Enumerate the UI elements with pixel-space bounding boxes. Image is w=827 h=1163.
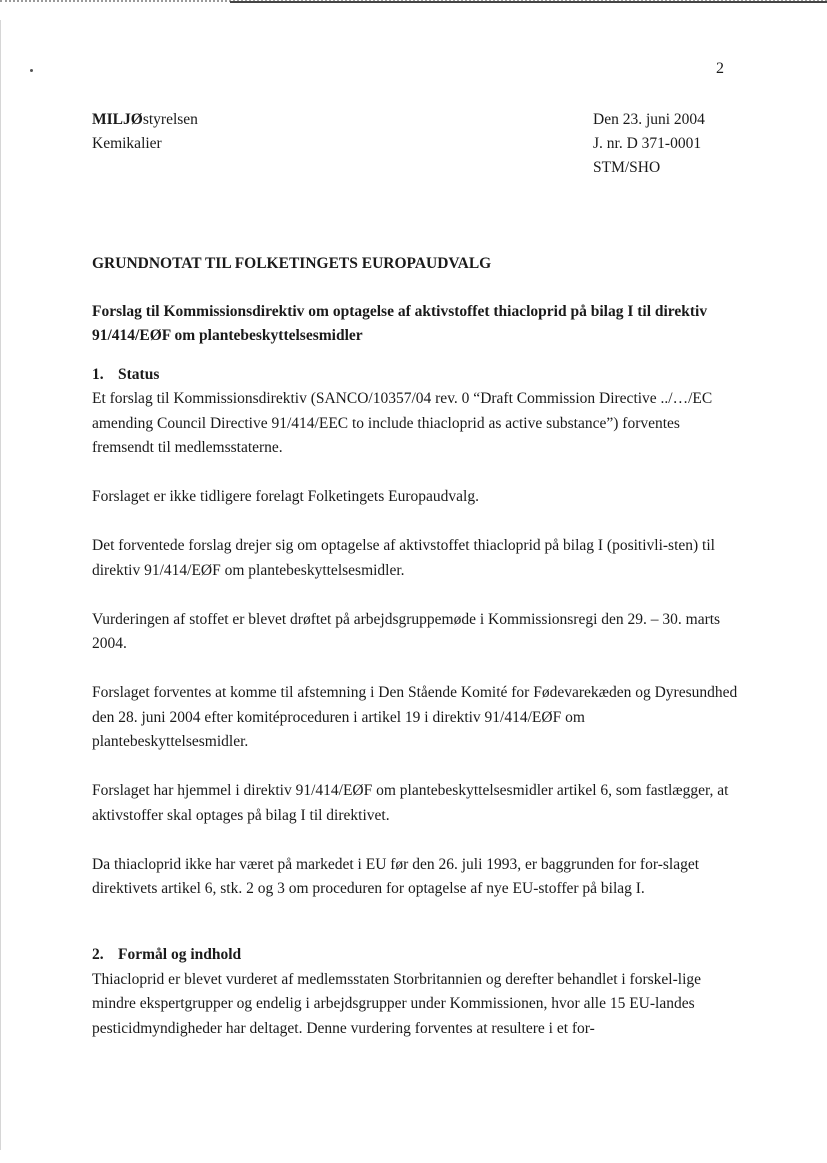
paragraph: Et forslag til Kommissionsdirektiv (SANCO/10357/04 rev. 0 “Draft Commission Directive ../…/EC amending Council Directive 91/414/EEC to include thiacloprid as active substance”) forventes fremsendt til medlemsstaterne. xyxy=(92,390,713,456)
agency-name-rest: styrelsen xyxy=(142,111,198,128)
meta-block xyxy=(593,108,705,180)
date: Den 23. juni 2004 xyxy=(593,111,705,128)
section-heading-2 xyxy=(92,943,742,968)
department: Kemikalier xyxy=(92,135,162,152)
paragraph: Forslaget forventes at komme til afstemning i Den Stående Komité for Fødevarekæden og Dyresundhed den 28. juni 2004 efter komitéproceduren i artikel 19 i direktiv 91/414/EØF om plantebeskyttelsesmidler. xyxy=(92,684,738,750)
agency-name-bold: MILJØ xyxy=(92,111,143,128)
paragraph: Thiacloprid er blevet vurderet af medlemsstaten Storbritannien og derefter behandlet i forskel-lige mindre ekspertgrupper og endelig i arbejdsgrupper under Kommissionen, hvor alle 15 EU-landes pesticidmyndigheder har deltaget. Denne vurdering forventes at resultere i et for- xyxy=(92,970,702,1037)
paragraph: Forslaget er ikke tidligere forelagt Folketingets Europaudvalg. xyxy=(92,488,479,505)
subtitle: Forslag til Kommissionsdirektiv om optagelse af aktivstoffet thiacloprid på bilag I til direktiv 91/414/EØF om plantebeskyttelsesmidler xyxy=(92,302,708,344)
section-number: 1. xyxy=(92,365,104,383)
main-title: GRUNDNOTAT TIL FOLKETINGETS EUROPAUDVALG xyxy=(92,255,492,272)
paragraph: Vurderingen af stoffet er blevet drøftet på arbejdsgruppemøde i Kommissionsregi den 29. – 30. marts 2004. xyxy=(92,610,721,652)
agency-name xyxy=(92,108,198,132)
initials: STM/SHO xyxy=(593,159,661,176)
paragraph: Det forventede forslag drejer sig om optagelse af aktivstoffet thiacloprid på bilag I (positivli-sten) til direktiv 91/414/EØF om plantebeskyttelsesmidler. xyxy=(92,537,715,579)
journal-number: J. nr. D 371-0001 xyxy=(593,135,702,152)
page-number: 2 xyxy=(716,60,724,77)
section-number: 2. xyxy=(92,946,104,963)
scan-left-edge xyxy=(0,20,1,1150)
section-title: Status xyxy=(118,365,160,383)
scan-top-rule xyxy=(230,1,827,3)
section-heading-1 xyxy=(92,363,742,388)
paragraph: Da thiacloprid ikke har været på markedet i EU før den 26. juli 1993, er baggrunden for for-slaget direktivets artikel 6, stk. 2 og 3 om proceduren for optagelse af nye EU-stoffer på bilag I. xyxy=(92,855,700,897)
scan-speck xyxy=(30,69,33,72)
paragraph: Forslaget har hjemmel i direktiv 91/414/EØF om plantebeskyttelsesmidler artikel 6, som fastlægger, at aktivstoffer skal optages på bilag I til direktivet. xyxy=(92,782,729,824)
section-title: Formål og indhold xyxy=(118,946,242,963)
document-body xyxy=(92,252,742,1066)
sender-block xyxy=(92,108,198,156)
